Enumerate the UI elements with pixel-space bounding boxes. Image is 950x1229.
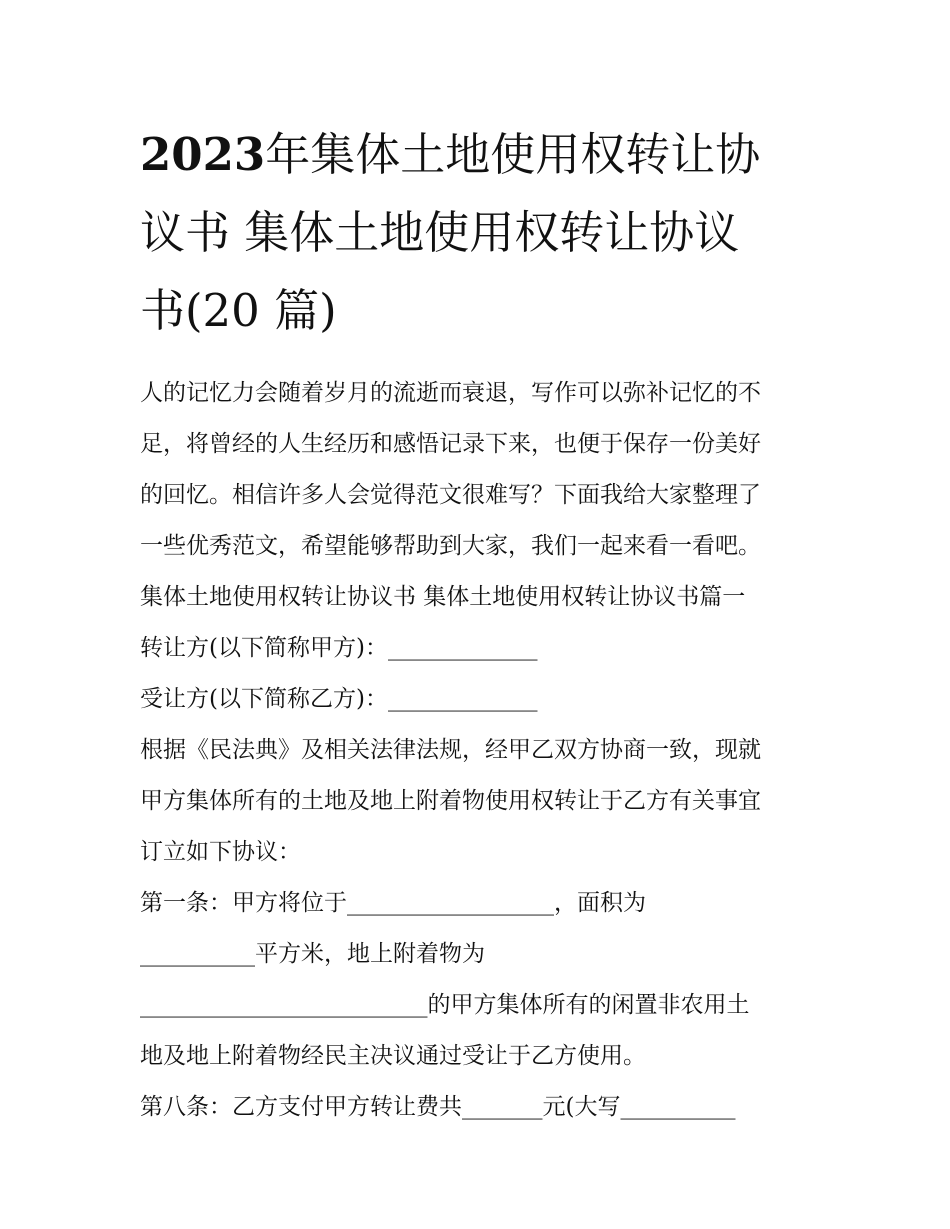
body-line-13: _________________________的甲方集体所有的闲置非农用土 — [140, 992, 750, 1018]
body-line-3: 的回忆。相信许多人会觉得范文很难写？下面我给大家整理了 — [140, 482, 761, 508]
title-line-3 — [140, 272, 815, 350]
title-line-2 — [140, 194, 815, 272]
body-line-6: 转让方(以下简称甲方)：_____________ — [140, 635, 538, 661]
title-year: 2023 — [140, 128, 266, 181]
body-line-8: 根据《民法典》及相关法律法规，经甲乙双方协商一致，现就 — [140, 737, 761, 763]
body-line-15: 第八条：乙方支付甲方转让费共_______元(大写__________ — [140, 1094, 736, 1120]
body-line-1: 人的记忆力会随着岁月的流逝而衰退，写作可以弥补记忆的不 — [140, 380, 761, 406]
document-body — [140, 368, 815, 1133]
title-text-3: 书(20 篇) — [140, 284, 337, 337]
body-line-7: 受让方(以下简称乙方)：_____________ — [140, 686, 538, 712]
body-line-14: 地及地上附着物经民主决议通过受让于乙方使用。 — [140, 1043, 646, 1069]
body-line-9: 甲方集体所有的土地及地上附着物使用权转让于乙方有关事宜 — [140, 788, 761, 814]
title-text-1: 年集体土地使用权转让协 — [265, 128, 761, 181]
body-line-2: 足，将曾经的人生经历和感悟记录下来，也便于保存一份美好 — [140, 431, 761, 457]
body-line-5: 集体土地使用权转让协议书 集体土地使用权转让协议书篇一 — [140, 584, 746, 610]
title-text-2: 议书 集体土地使用权转让协议 — [140, 206, 740, 259]
document-content — [140, 116, 815, 1133]
document-title — [140, 116, 815, 350]
body-line-4: 一些优秀范文，希望能够帮助到大家，我们一起来看一看吧。 — [140, 533, 761, 559]
body-line-12: __________平方米，地上附着物为 — [140, 941, 485, 967]
title-line-1 — [140, 116, 815, 194]
body-line-10: 订立如下协议： — [140, 839, 301, 865]
body-line-11: 第一条：甲方将位于__________________，面积为 — [140, 890, 646, 916]
